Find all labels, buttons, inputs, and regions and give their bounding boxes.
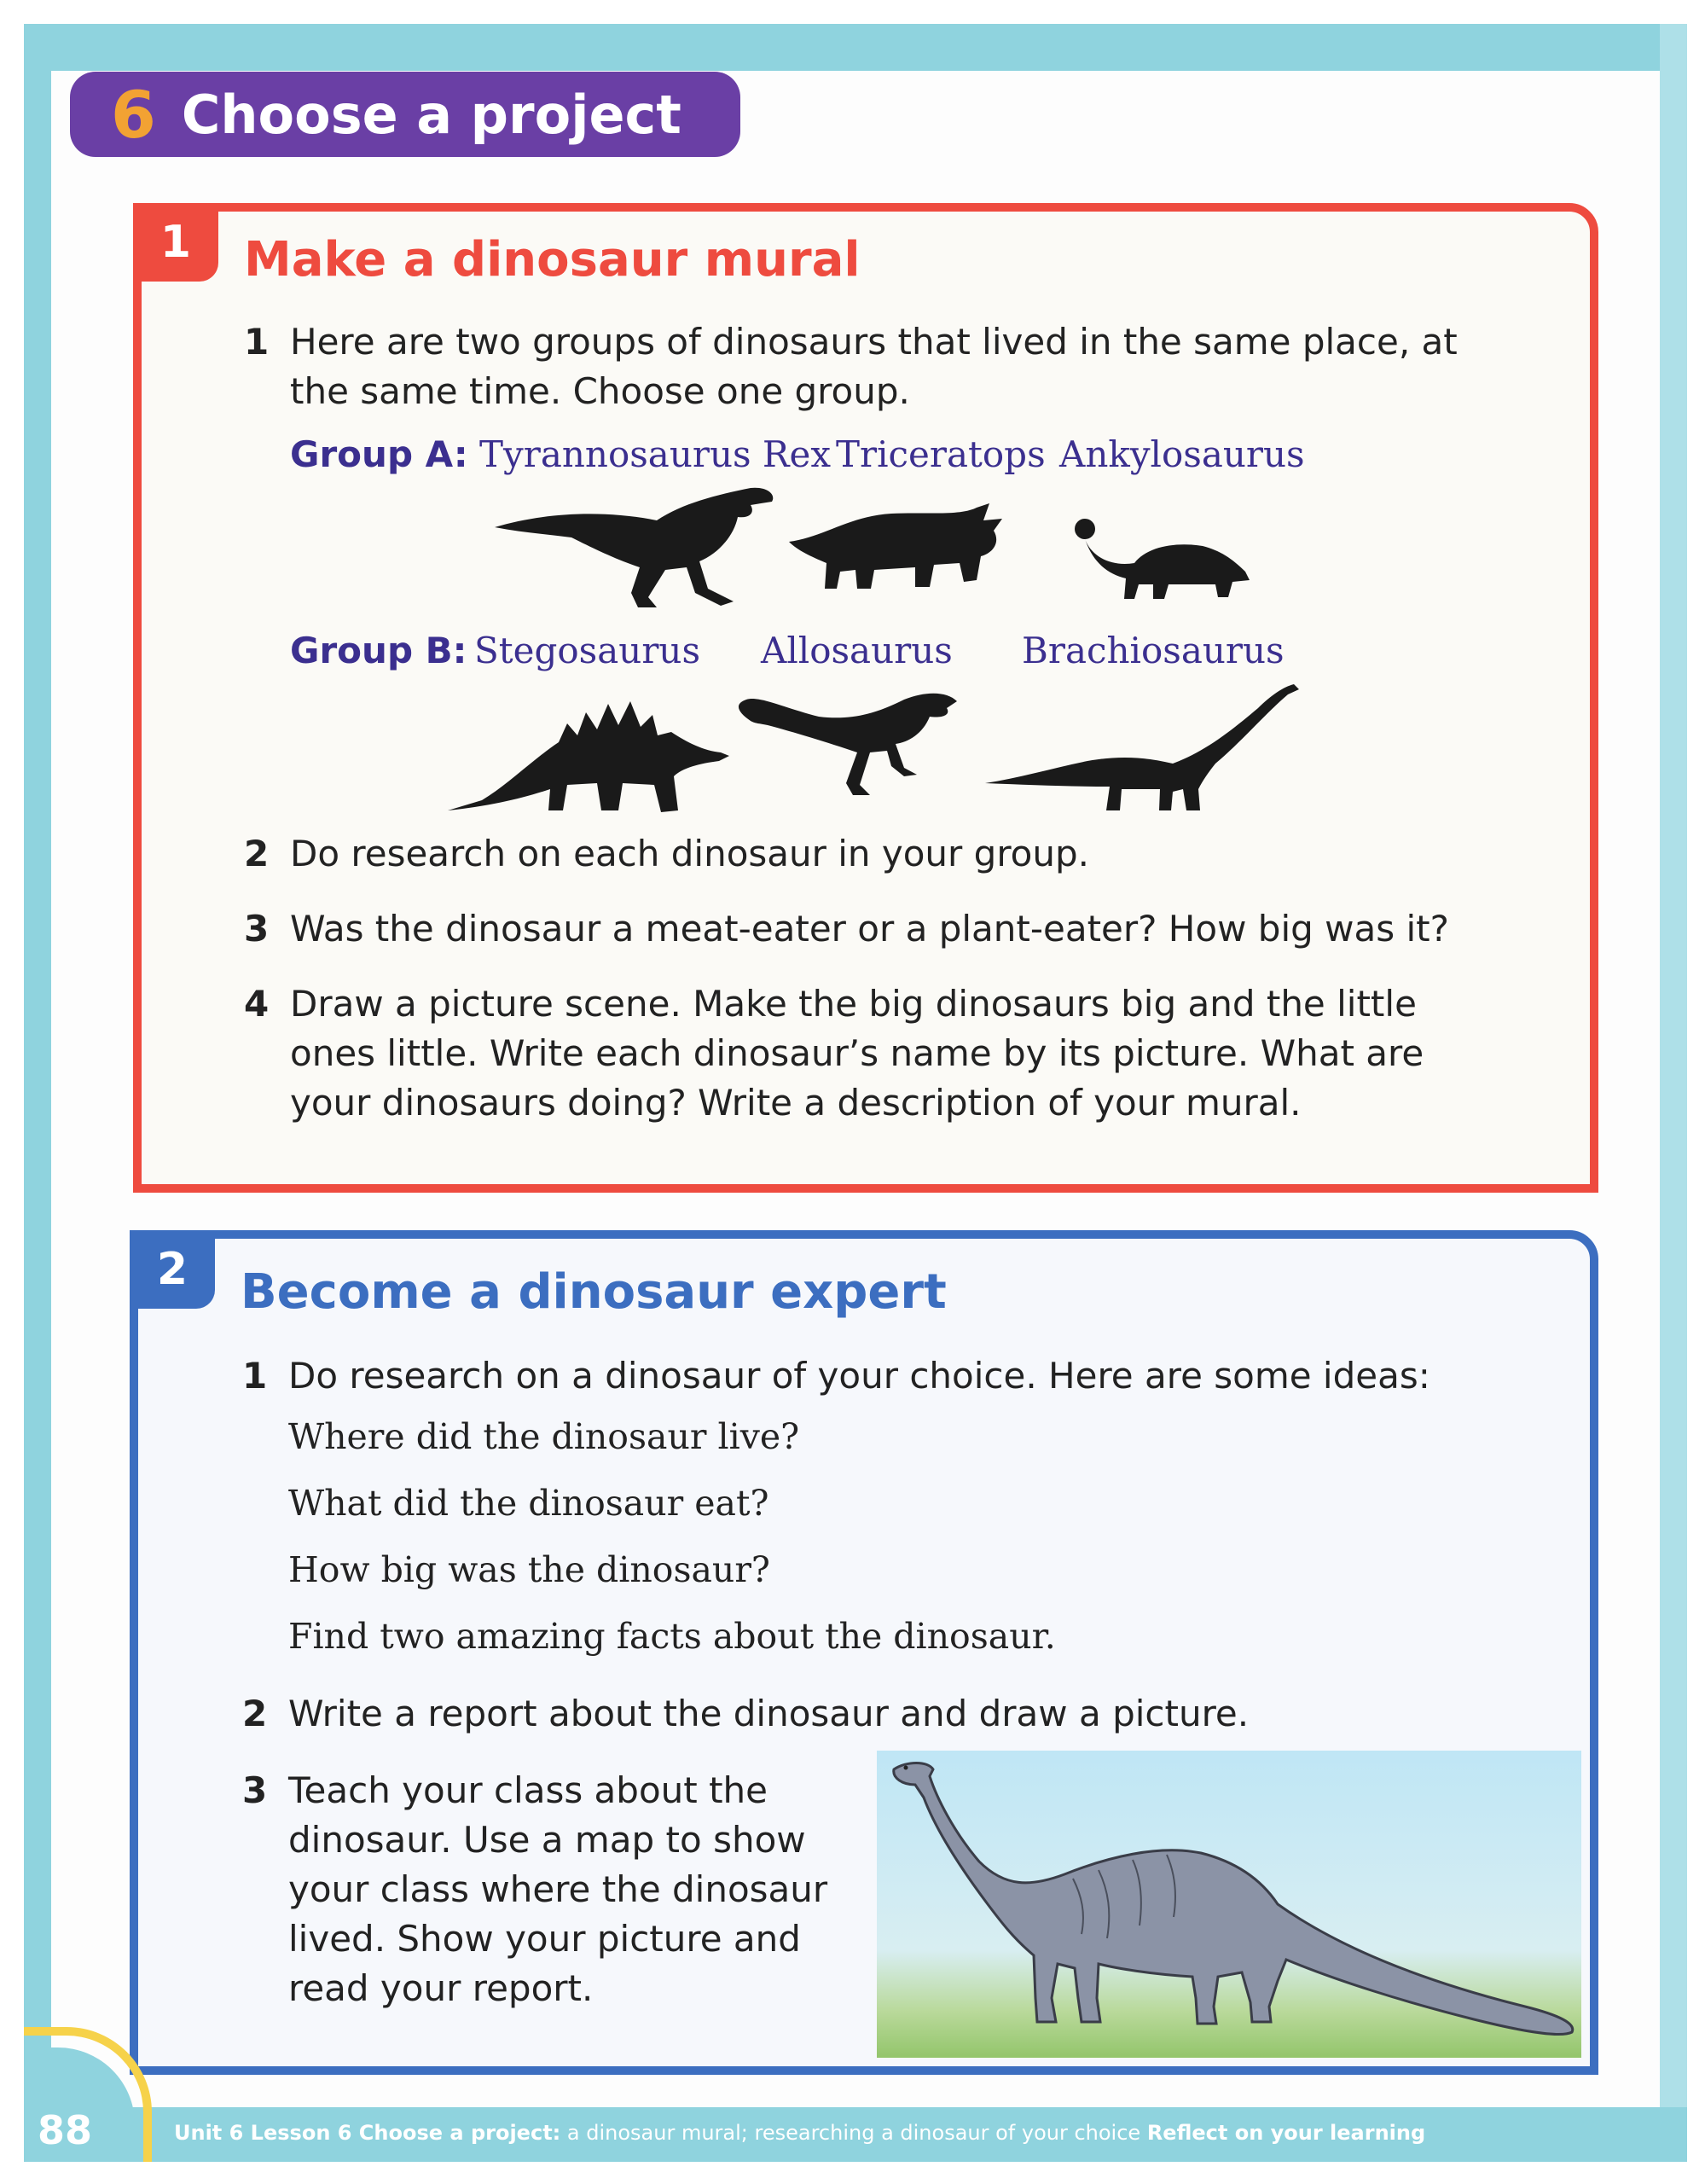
step-text-line: ones little. Write each dinosaur’s name by its picture. What are	[290, 1032, 1424, 1074]
section-number: 6	[111, 76, 156, 153]
group-b-item: Brachiosaurus	[1022, 630, 1285, 671]
step-text: Was the dinosaur a meat-eater or a plant-eater? How big was it?	[290, 908, 1449, 950]
allosaurus-silhouette	[739, 694, 957, 795]
group-a-label: Group A:	[290, 433, 468, 475]
project-2-number: 2	[130, 1230, 215, 1309]
stegosaurus-silhouette	[448, 701, 729, 812]
step-text-line: your dinosaurs doing? Write a description of your mural.	[290, 1082, 1302, 1124]
step-text-line: your class where the dinosaur	[288, 1868, 828, 1910]
step-number: 3	[244, 908, 270, 950]
left-border	[24, 24, 51, 2140]
group-a-row	[290, 433, 1399, 485]
project-1-step-2	[244, 829, 1523, 880]
brachiosaurus-silhouette	[985, 684, 1299, 810]
step-text-line: dinosaur. Use a map to show	[288, 1819, 806, 1861]
footer-normal: a dinosaur mural; researching a dinosaur of your choice	[560, 2121, 1147, 2145]
project-2-step-2	[242, 1689, 1556, 1740]
step-text-line: read your report.	[288, 1967, 594, 2009]
section-title-banner	[70, 72, 740, 157]
group-a-item: Ankylosaurus	[1059, 433, 1305, 475]
group-b-item: Stegosaurus	[474, 630, 701, 671]
footer-text	[174, 2121, 1425, 2145]
group-b-row	[290, 630, 1399, 681]
tyrannosaurus-silhouette	[495, 488, 773, 607]
project-2-step-1	[242, 1351, 1556, 1403]
group-b-silhouettes	[448, 682, 1301, 819]
step-text: Do research on each dinosaur in your group.	[290, 833, 1090, 874]
footer-bold-tail: Reflect on your learning	[1146, 2121, 1426, 2145]
idea-item: How big was the dinosaur?	[288, 1549, 770, 1590]
right-border	[1660, 24, 1687, 2140]
step-number: 2	[244, 833, 270, 874]
step-text-line: Here are two groups of dinosaurs that lived in the same place, at	[290, 321, 1458, 363]
step-number: 4	[244, 983, 270, 1025]
idea-item: Where did the dinosaur live?	[288, 1416, 800, 1457]
step-text-line: lived. Show your picture and	[288, 1918, 801, 1960]
step-text-line: Draw a picture scene. Make the big dinosaurs big and the little	[290, 983, 1417, 1025]
step-text: Write a report about the dinosaur and draw a picture.	[288, 1693, 1250, 1734]
group-b-item: Allosaurus	[761, 630, 953, 671]
ankylosaurus-silhouette	[1075, 519, 1250, 599]
idea-item: Find two amazing facts about the dinosaur.	[288, 1616, 1056, 1657]
dinosaur-illustration	[877, 1751, 1581, 2058]
triceratops-silhouette	[789, 503, 1002, 589]
group-b-label: Group B:	[290, 630, 467, 671]
step-text-line: Teach your class about the	[288, 1769, 768, 1811]
project-1-step-1	[244, 317, 1523, 420]
step-number: 3	[242, 1769, 268, 1811]
step-number: 1	[244, 321, 270, 363]
group-a-silhouettes	[495, 486, 1262, 614]
footer-bold-lead: Unit 6 Lesson 6 Choose a project:	[174, 2121, 561, 2145]
page-number: 88	[38, 2107, 93, 2153]
top-border	[24, 24, 1687, 71]
page-title: Choose a project	[181, 83, 681, 146]
project-1-title: Make a dinosaur mural	[244, 232, 861, 288]
step-text-line: the same time. Choose one group.	[290, 370, 910, 412]
group-a-item: Triceratops	[836, 433, 1046, 475]
group-a-item: Tyrannosaurus Rex	[479, 433, 832, 475]
step-text: Do research on a dinosaur of your choice. Here are some ideas:	[288, 1355, 1430, 1397]
project-2-step-3	[242, 1766, 856, 2022]
step-number: 2	[242, 1693, 268, 1734]
step-number: 1	[242, 1355, 268, 1397]
project-1-step-4	[244, 979, 1523, 1133]
project-1-number: 1	[133, 203, 218, 282]
idea-item: What did the dinosaur eat?	[288, 1483, 769, 1524]
project-1-step-3	[244, 904, 1523, 956]
project-2-title: Become a dinosaur expert	[241, 1264, 947, 1320]
